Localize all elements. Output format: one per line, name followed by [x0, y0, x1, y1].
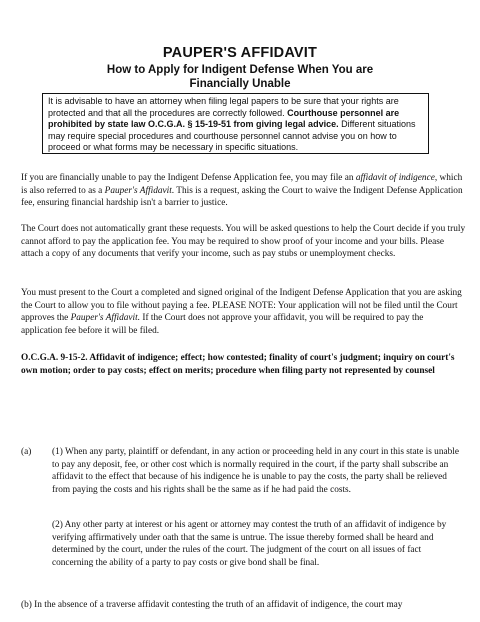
legal-advice-notice-box [42, 93, 429, 154]
page-title: PAUPER'S AFFIDAVIT [162, 45, 318, 61]
notice-text-1: It is advisable to have an attorney when filing legal papers to be sure that your rights are protected and that all the procedures are correctly followed. [48, 96, 399, 118]
grant-paragraph: The Court does not automatically grant these requests. You will be asked questions to help the Court decide if you truly cannot afford to pay the application fee. You may be required to show proof of your income and your bills. Please attach a copy of any documents that verify your income, such as pay stubs or unemployment checks. [21, 224, 466, 260]
subsection-a-label: (a) [21, 447, 32, 457]
present-paragraph [21, 287, 466, 337]
page-subtitle [60, 63, 420, 91]
present-italic: Pauper's Affidavit. [70, 313, 141, 324]
subsection-a2-text: (2) Any other party at interest or his agent or attorney may contest the truth of an affidavit of indigence by verifying affirmatively under oath that the same is untrue. The issue thereby formed shall be heard and determined by the court, under the rules of the court. The judgment of the court on all issues of fact concerning the ability of a party to pay costs or give bond shall be final. [52, 520, 447, 568]
subtitle-line-1: How to Apply for Indigent Defense When You are [106, 64, 374, 76]
present-text-1: You must present to the Court a completed and signed original of the Indigent Defense Application that you are asking the Court to allow you to file without paying a fee. PLEASE NOTE: Your application will not be filed until the Court approves the [21, 288, 462, 324]
notice-bold-warning: Courthouse personnel are prohibited by state law O.C.G.A. § 15-19-51 from giving legal advice. [48, 107, 400, 130]
present-text-2: If the Court does not approve your affidavit, you will be required to pay the application fee before it will be filed. [21, 313, 424, 336]
intro-text-2: , which is also referred to as a [21, 173, 463, 196]
intro-paragraph [21, 172, 466, 210]
subsection-b-text: (b) In the absence of a traverse affidavit contesting the truth of an affidavit of indigence, the court may [21, 600, 403, 610]
intro-text-1: If you are financially unable to pay the Indigent Defense Application fee, you may file an [21, 173, 356, 183]
intro-italic-paupers: Pauper's Affidavit [104, 185, 172, 196]
subsection-a1-text: (1) When any party, plaintiff or defendant, in any action or proceeding held in any court in this state is unable to pay any deposit, fee, or other cost which is normally required in the court, if the party shall subscribe an affidavit to the effect that because of his indigence he is unable to pay the costs, the party shall be relieved from paying the costs and his rights shall be the same as if he had paid the costs. [52, 447, 459, 495]
notice-text-2: Different situations may require special procedures and courthouse personnel cannot advise you on how to proceed or what forms may be necessary in specific situations. [48, 119, 416, 153]
subtitle-line-2: Financially Unable [189, 78, 291, 90]
intro-text-3: . This is a request, asking the Court to waive the Indigent Defense Application fee, ensuring financial hardship isn't a barrier to justice. [21, 185, 463, 209]
statute-heading: O.C.G.A. 9-15-2. Affidavit of indigence; effect; how contested; finality of court's judgment; inquiry on court's own motion; order to pay costs; effect on merits; procedure when filing party not represented by counsel [21, 353, 455, 376]
intro-italic-affidavit: affidavit of indigence [355, 173, 435, 183]
